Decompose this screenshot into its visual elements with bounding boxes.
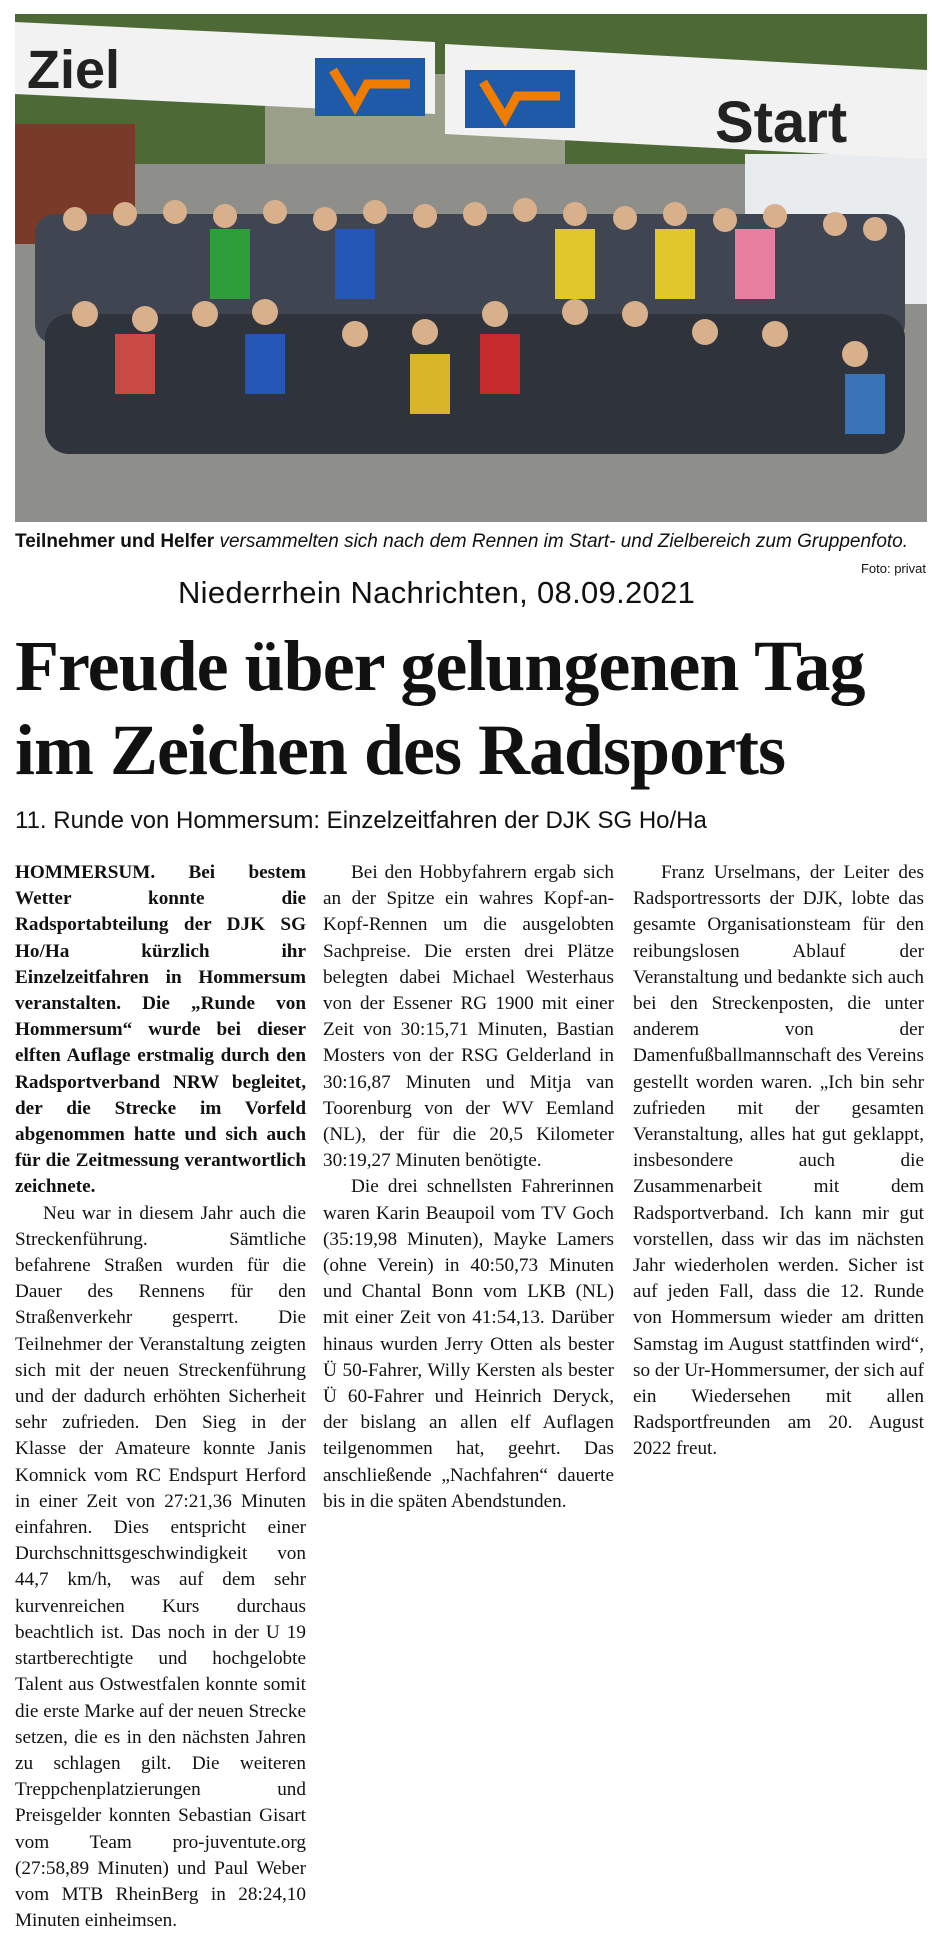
subheadline: 11. Runde von Hommersum: Einzelzeitfahren der DJK SG Ho/Ha [15, 807, 707, 834]
article-lead: HOMMERSUM. Bei bestem Wetter konnte die Radsportabteilung der DJK SG Ho/Ha kürzlich ihr Einzelzeitfahren in Hommersum veranstalten. Die „Runde von Hommersum“ wurde bei dieser elften Auflage erstmalig durch den Radsportverband NRW begleitet, der die Strecke im Vorfeld abgenommen hatte und sich auch für die Zeitmessung verantwortlich zeichnete. [15, 862, 306, 1198]
article-column-1 [15, 860, 306, 1932]
caption-bold: Teilnehmer und Helfer [15, 531, 215, 552]
photo-credit: Foto: privat [860, 561, 926, 576]
source-line: Niederrhein Nachrichten, 08.09.2021 [178, 575, 696, 610]
article-column-3 [633, 860, 924, 1682]
caption-italic: versammelten sich nach dem Rennen im Start- und Zielbereich zum Gruppenfoto. [219, 531, 909, 552]
headline [15, 624, 927, 792]
banner-start-text: Start [715, 90, 848, 155]
article-column-2 [323, 860, 614, 1682]
headline-line-1: Freude über gelungenen Tag [15, 626, 865, 706]
article-paragraph-2: Neu war in diesem Jahr auch die Streckenführung. Sämtliche befahrene Straßen wurden für die Dauer des Rennens für den Straßenverkehr gesperrt. Die Teilnehmer der Veranstaltung zeigten sich mit der neuen Streckenführung und der dadurch erhöhten Sicherheit sehr zufrieden. Den Sieg in der Klasse der Amateure konnte Janis Komnick vom RC Endspurt Herford in einer Zeit von 27:21,36 Minuten einfahren. Dies entspricht einer Durchschnittsgeschwindigkeit von 44,7 km/h, was auf dem sehr kurvenreichen Kurs durchaus beachtlich ist. Das noch in der U 19 startberechtigte und hochgelobte Talent aus Ostwestfalen konnte somit die erste Marke auf der neuen Strecke setzen, die es in den nächsten Jahren zu schlagen gilt. Die weiteren Treppchenplatzierungen und Preisgelder konnten Sebastian Gisart vom Team pro-juventute.org (27:58,89 Minuten) und Paul Weber vom MTB RheinBerg in 28:24,10 Minuten einheimsen. [15, 1202, 306, 1932]
article-paragraph-4: Die drei schnellsten Fahrerinnen waren Karin Beaupoil vom TV Goch (35:19,98 Minuten), Mayke Lamers (ohne Verein) in 40:50,73 Minuten und Chantal Bonn vom LKB (NL) mit einer Zeit von 41:54,13. Darüber hinaus wurden Jerry Otten als bester Ü 50-Fahrer, Willy Kersten als bester Ü 60-Fahrer und Heinrich Deryck, der bislang an allen elf Auflagen teilgenommen hat, geehrt. Das anschließende „Nachfahren“ dauerte bis in die späten Abendstunden. [323, 1176, 614, 1512]
article-paragraph-5: Franz Urselmans, der Leiter des Radsportressorts der DJK, lobte das gesamte Organisationsteam für den reibungslosen Ablauf der Veranstaltung und bedankte sich auch bei den Streckenposten, die unter anderem von der Damenfußballmannschaft des Vereins gestellt worden waren. „Ich bin sehr zufrieden mit der gesamten Veranstaltung, alles hat gut geklappt, insbesondere auch die Zusammenarbeit mit dem Radsportverband. Ich kann mir gut vorstellen, dass wir das im nächsten Jahr wiederholen werden. Sicher ist auf jeden Fall, dass die 12. Runde von Hommersum wieder am dritten Samstag im August stattfinden wird“, so der Ur-Hommersumer, der sich auf ein Wiedersehen mit allen Radsportfreunden am 20. August 2022 freut. [633, 862, 924, 1460]
article-paragraph-3: Bei den Hobbyfahrern ergab sich an der Spitze ein wahres Kopf-an-Kopf-Rennen um die ausgelobten Sachpreise. Die ersten drei Plätze belegten dabei Michael Westerhaus von der Essener RG 1900 mit einer Zeit von 30:15,71 Minuten, Bastian Mosters von der RSG Gelderland in 30:16,87 Minuten und Mitja van Toorenburg von der WV Eemland (NL), der für die 20,5 Kilometer 30:19,27 Minuten benötigte. [323, 862, 614, 1172]
banner-ziel-text: Ziel [27, 40, 121, 100]
group-photo-illustration [15, 14, 927, 522]
crowd [35, 198, 905, 454]
photo-caption [15, 530, 927, 554]
headline-line-2: im Zeichen des Radsports [15, 710, 786, 790]
group-photo [15, 14, 927, 522]
